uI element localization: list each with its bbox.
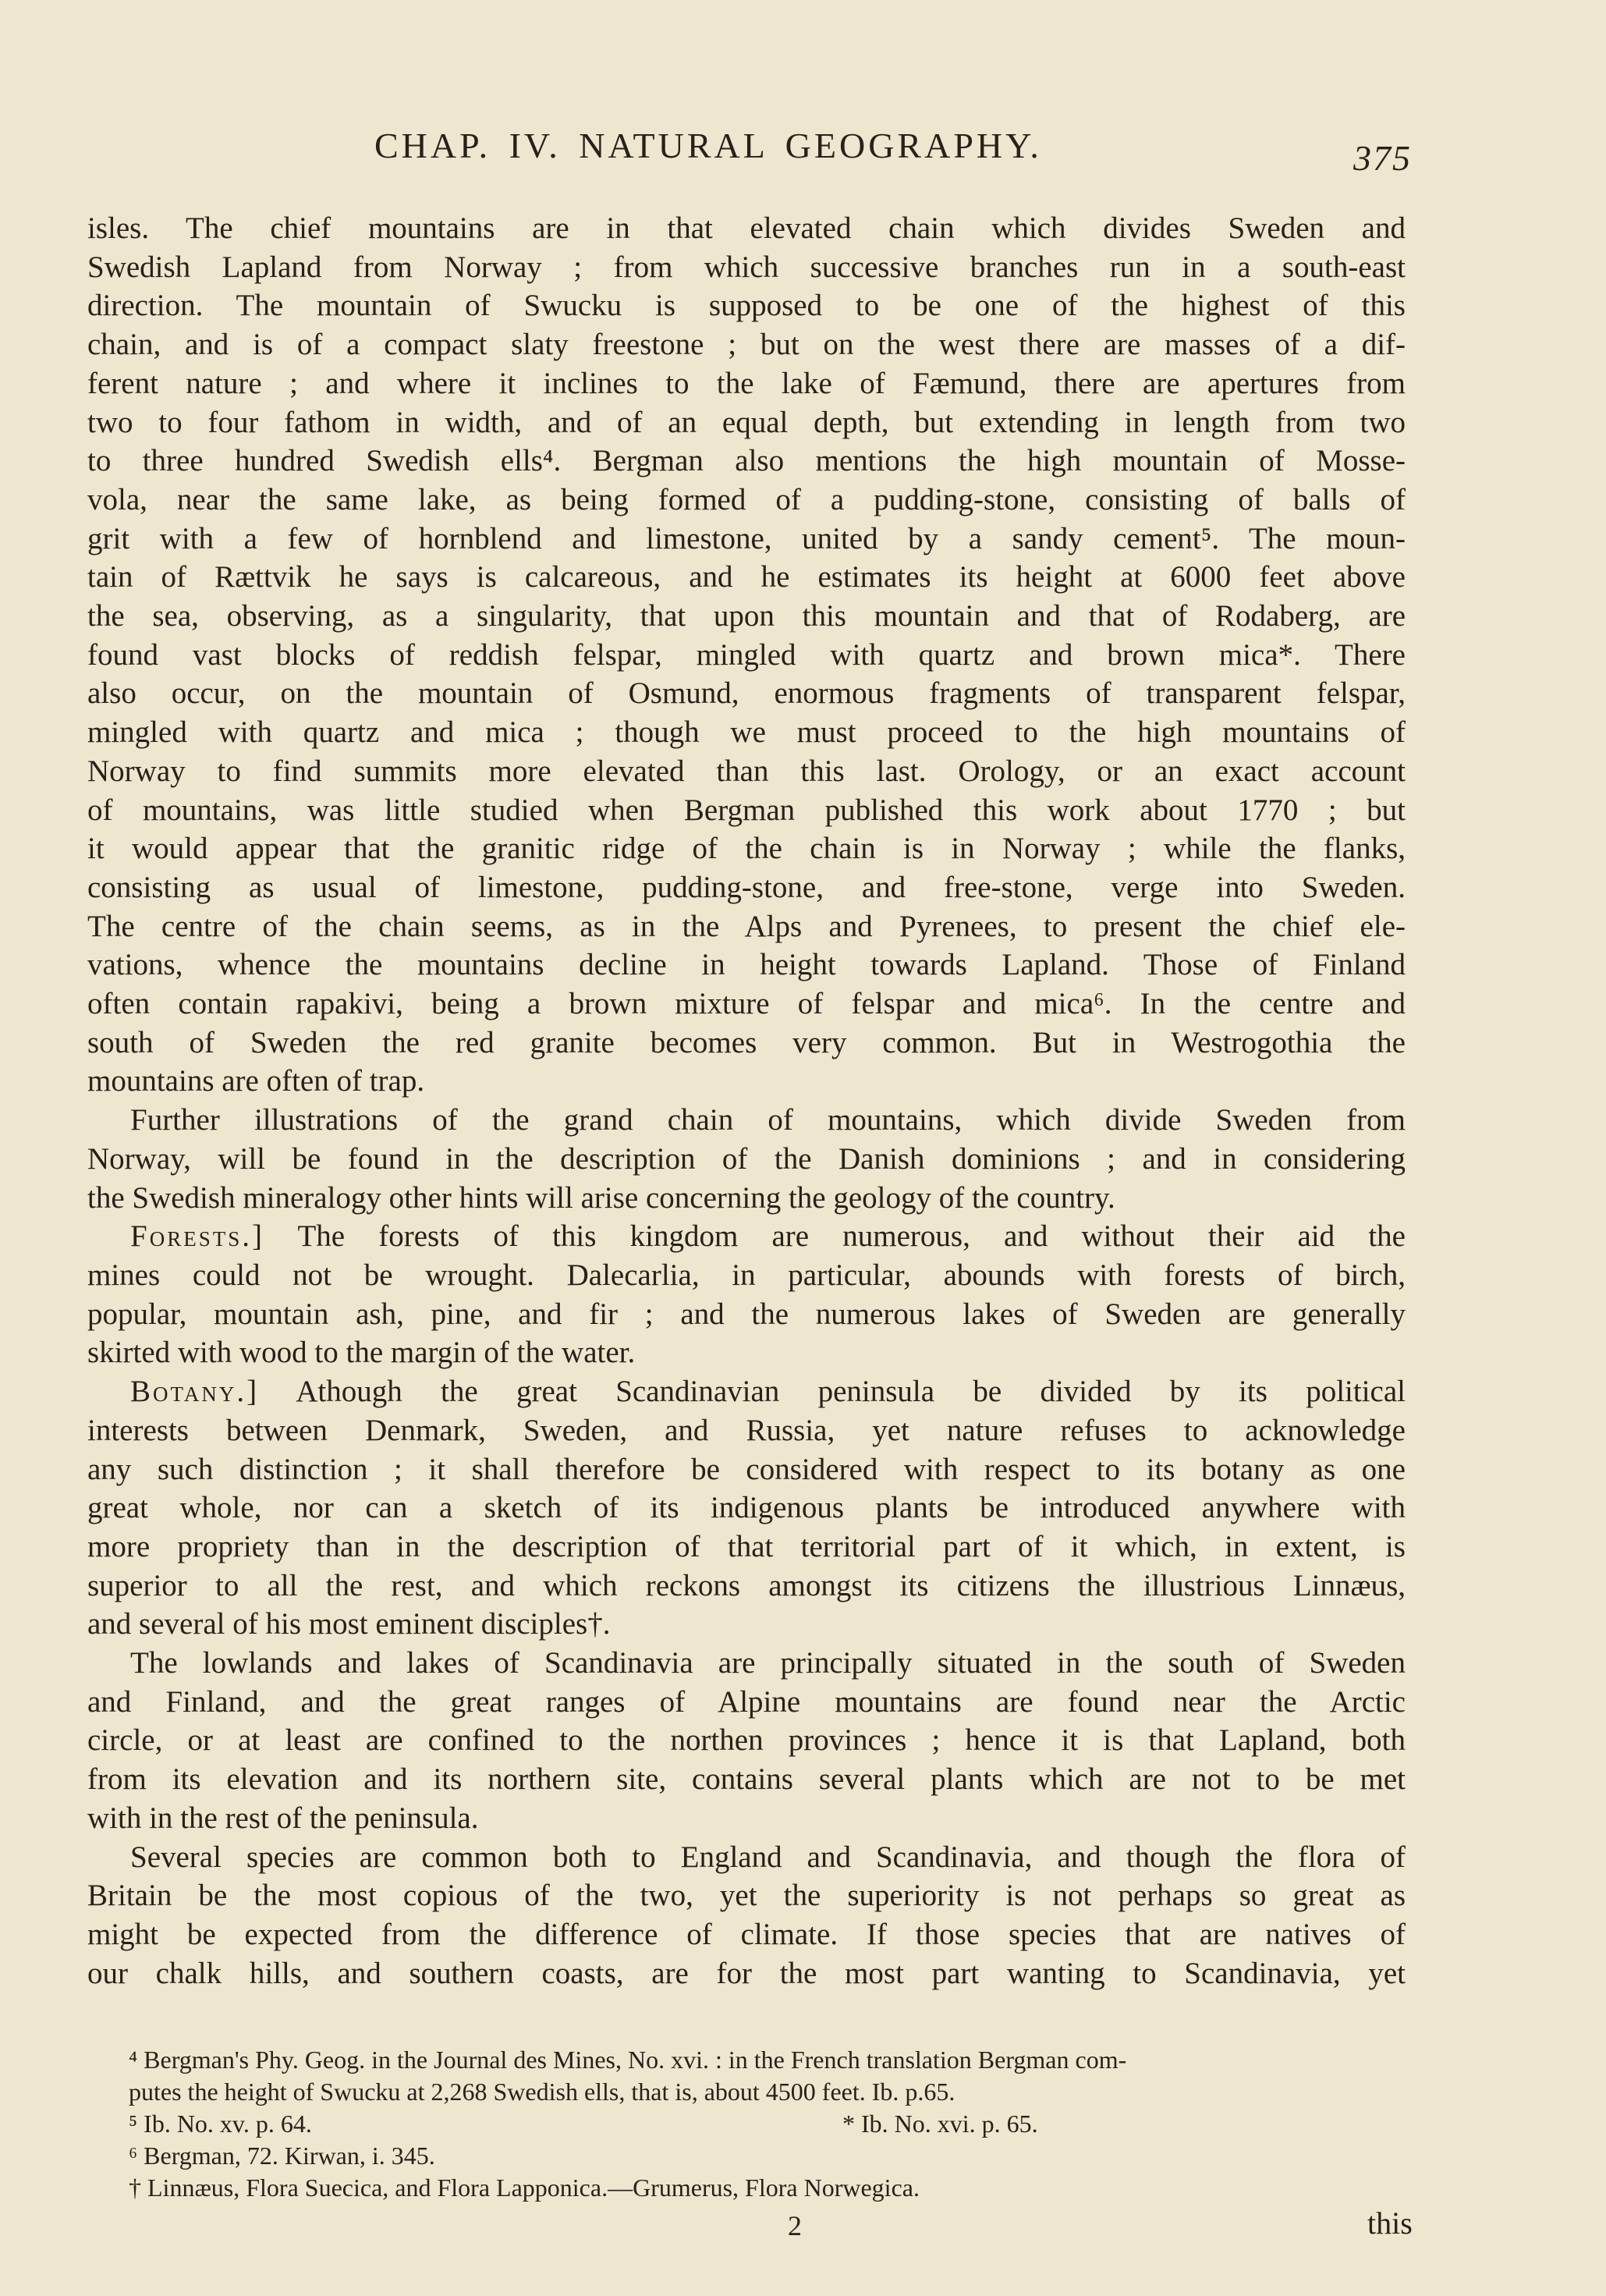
text-line: interests between Denmark, Sweden, and Russia, yet nature refuses to acknowledge <box>87 1413 1406 1447</box>
text-line: great whole, nor can a sketch of its indigenous plants be introduced anywhere with <box>87 1491 1406 1525</box>
text-line: isles. The chief mountains are in that elevated chain which divides Sweden and <box>87 211 1406 245</box>
text-line: skirted with wood to the margin of the water. <box>87 1336 636 1370</box>
body-text <box>87 209 1406 1993</box>
footnote-star: * Ib. No. xvi. p. 65. <box>842 2110 1038 2138</box>
text-line: and several of his most eminent disciples†. <box>87 1607 611 1641</box>
footnote-dagger: † Linnæus, Flora Suecica, and Flora Lapponica.—Grumerus, Flora Norwegica. <box>129 2174 920 2202</box>
text-line: superior to all the rest, and which reckons amongst its citizens the illustrious Linnæus, <box>87 1568 1406 1602</box>
text-line: direction. The mountain of Swucku is supposed to be one of the highest of this <box>87 289 1406 323</box>
botany-heading: Botany.] <box>130 1375 260 1409</box>
text-line: Britain be the most copious of the two, yet the superiority is not perhaps so great as <box>87 1879 1406 1913</box>
text-line: the Swedish mineralogy other hints will arise concerning the geology of the country. <box>87 1180 1115 1215</box>
text-line: two to four fathom in width, and of an equal depth, but extending in length from two <box>87 405 1406 439</box>
text-line: mingled with quartz and mica ; though we must proceed to the high mountains of <box>87 715 1406 750</box>
text-line: consisting as usual of limestone, pudding-stone, and free-stone, verge into Sweden. <box>87 870 1406 904</box>
text-line: Norway, will be found in the description of the Danish dominions ; and in considering <box>87 1141 1406 1176</box>
text-line: chain, and is of a compact slaty freestone ; but on the west there are masses of a dif- <box>87 328 1406 362</box>
text-line: any such distinction ; it shall therefore be considered with respect to its botany as one <box>87 1452 1406 1486</box>
text-line: The centre of the chain seems, as in the Alps and Pyrenees, to present the chief ele- <box>87 909 1406 943</box>
footnote-6: ⁶ Bergman, 72. Kirwan, i. 345. <box>129 2142 435 2170</box>
running-head: CHAP. IV. NATURAL GEOGRAPHY. <box>374 126 1042 165</box>
text-line: the sea, observing, as a singularity, that upon this mountain and that of Rodaberg, are <box>87 599 1406 633</box>
text-line: Further illustrations of the grand chain of mountains, which divide Sweden from <box>130 1103 1406 1137</box>
forests-heading: Forests.] <box>130 1219 264 1254</box>
text-line: The lowlands and lakes of Scandinavia are principally situated in the south of Sweden <box>130 1646 1406 1680</box>
catchword: this <box>1367 2206 1413 2241</box>
text-line: might be expected from the difference of climate. If those species that are natives of <box>87 1917 1406 1951</box>
text-line: Several species are common both to England and Scandinavia, and though the flora of <box>130 1840 1406 1874</box>
text-line: our chalk hills, and southern coasts, are for the most part wanting to Scandinavia, yet <box>87 1956 1406 1990</box>
text-line <box>87 1217 1406 1256</box>
text-line: from its elevation and its northern site, contains several plants which are not to be met <box>87 1762 1406 1797</box>
text-line <box>87 1372 1406 1411</box>
text-line: Swedish Lapland from Norway ; from which successive branches run in a south-east <box>87 250 1406 284</box>
text-line: also occur, on the mountain of Osmund, enormous fragments of transparent felspar, <box>87 676 1406 711</box>
text-line: popular, mountain ash, pine, and fir ; and the numerous lakes of Sweden are generally <box>87 1297 1406 1331</box>
text-line: ferent nature ; and where it inclines to the lake of Fæmund, there are apertures from <box>87 366 1406 400</box>
signature-mark: 2 <box>788 2210 802 2241</box>
footnote-4: ⁴ Bergman's Phy. Geog. in the Journal des Mines, No. xvi. : in the French translation Bergman com- <box>129 2046 1127 2074</box>
text-line: with in the rest of the peninsula. <box>87 1801 479 1835</box>
text-line: vations, whence the mountains decline in height towards Lapland. Those of Finland <box>87 948 1406 982</box>
text-line: mines could not be wrought. Dalecarlia, in particular, abounds with forests of birch, <box>87 1258 1406 1292</box>
text-line: mountains are often of trap. <box>87 1064 425 1098</box>
footnote-5: ⁵ Ib. No. xv. p. 64. <box>129 2110 312 2138</box>
footnote-4-continued: putes the height of Swucku at 2,268 Swedish ells, that is, about 4500 feet. Ib. p.65. <box>129 2078 955 2106</box>
botany-text: Athough the great Scandinavian peninsula be divided by its political <box>296 1375 1406 1409</box>
forests-text: The forests of this kingdom are numerous, and without their aid the <box>297 1219 1406 1254</box>
text-line: grit with a few of hornblend and limestone, united by a sandy cement⁵. The moun- <box>87 521 1406 555</box>
text-line: often contain rapakivi, being a brown mixture of felspar and mica⁶. In the centre and <box>87 987 1406 1021</box>
text-line: tain of Rættvik he says is calcareous, and he estimates its height at 6000 feet above <box>87 560 1406 594</box>
text-line: and Finland, and the great ranges of Alpine mountains are found near the Arctic <box>87 1684 1406 1719</box>
text-line: circle, or at least are confined to the northen provinces ; hence it is that Lapland, both <box>87 1723 1406 1758</box>
footnotes <box>129 2044 1427 2204</box>
footnote-row <box>129 2108 1427 2140</box>
page-number: 375 <box>1353 138 1412 178</box>
text-line: to three hundred Swedish ells⁴. Bergman also mentions the high mountain of Mosse- <box>87 444 1406 478</box>
text-line: found vast blocks of reddish felspar, mingled with quartz and brown mica*. There <box>87 637 1406 672</box>
text-line: of mountains, was little studied when Bergman published this work about 1770 ; but <box>87 793 1406 827</box>
text-line: it would appear that the granitic ridge of the chain is in Norway ; while the flanks, <box>87 832 1406 866</box>
text-line: Norway to find summits more elevated than this last. Orology, or an exact account <box>87 754 1406 788</box>
text-line: vola, near the same lake, as being formed of a pudding-stone, consisting of balls of <box>87 482 1406 516</box>
text-line: more propriety than in the description of that territorial part of it which, in extent, is <box>87 1529 1406 1563</box>
text-line: south of Sweden the red granite becomes very common. But in Westrogothia the <box>87 1025 1406 1059</box>
